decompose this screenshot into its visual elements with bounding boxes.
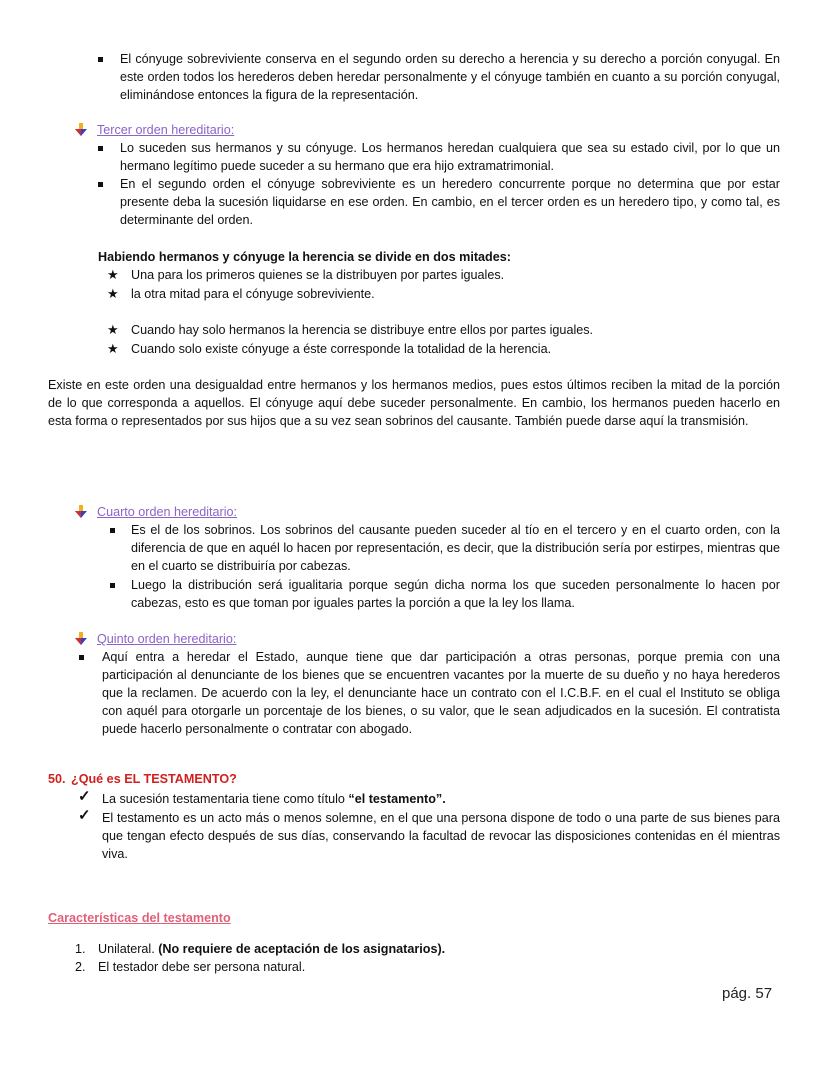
star-item: la otra mitad para el cónyuge sobreviviente. (131, 287, 375, 301)
bullet-square (98, 57, 103, 62)
tercer-paragraph: Existe en este orden una desigualdad entre hermanos y los hermanos medios, pues estos últimos reciben la mitad de la porción de lo que corresponda a aquellos. El cónyuge aquí debe suceder personalmente. En cambio, los hermanos pueden hacerlo en esta forma o representados por sus hijos que a su vez sean sobrinos del causante. También puede darse aquí la transmisión. (48, 378, 780, 428)
bullet-square (98, 182, 103, 187)
item-text: Unilateral. (98, 942, 159, 956)
star-bullet-icon: ★ (107, 286, 119, 301)
star-bullet-icon: ★ (107, 267, 119, 282)
arrow-down-icon (74, 123, 88, 137)
star-item: Cuando solo existe cónyuge a éste corresponde la totalidad de la herencia. (131, 342, 552, 356)
cuarto-bullet-1: Es el de los sobrinos. Los sobrinos del causante pueden suceder al tío en el tercero y en el cuarto orden, con la diferencia de que en aquél lo hacen por representación, es decir, que la distribución sería por estirpes, mientras que en el cuarto se distribuiría por cabezas. (131, 523, 780, 573)
tercer-bullet-1: Lo suceden sus hermanos y su cónyuge. Los hermanos heredan cualquiera que sea su estado civil, por lo que un hermano legítimo puede suceder a su hermano que era hijo extramatrimonial. (120, 141, 780, 173)
check1-text: La sucesión testamentaria tiene como título (102, 792, 349, 806)
quinto-orden-heading[interactable]: Quinto orden hereditario: (97, 632, 237, 646)
list-number: 2. (75, 960, 86, 974)
testamento-check-2: El testamento es un acto más o menos solemne, en el que una persona dispone de todo o una parte de sus bienes para que tengan efecto después de sus días, conservando la facultad de revocar las disposiciones contenidas en él mientras viva. (102, 811, 780, 861)
star-bullet-icon: ★ (107, 322, 119, 337)
bullet-square (98, 146, 103, 151)
arrow-down-icon (74, 505, 88, 519)
question-title: ¿Qué es EL TESTAMENTO? (71, 772, 237, 786)
cuarto-orden-heading[interactable]: Cuarto orden hereditario: (97, 505, 238, 519)
caracteristica-item-1 (98, 940, 778, 958)
star-bullet-icon: ★ (107, 341, 119, 356)
intro-bullet-text: El cónyuge sobreviviente conserva en el segundo orden su derecho a herencia y su derecho a porción conyugal. En este orden todos los herederos deben heredar personalmente y el cónyuge también en cuanto a su porción conyugal, eliminándose entonces la figura de la representación. (120, 52, 780, 102)
tercer-subheading: Habiendo hermanos y cónyuge la herencia se divide en dos mitades: (98, 250, 511, 264)
question-number: 50. (48, 772, 66, 786)
bullet-square (79, 655, 84, 660)
testamento-check-1 (102, 790, 780, 808)
item-bold: (No requiere de aceptación de los asignatarios). (158, 942, 446, 956)
caracteristica-item-2: El testador debe ser persona natural. (98, 960, 306, 974)
check-icon: ✓ (78, 788, 91, 805)
check1-bold: “el testamento”. (348, 792, 446, 806)
bullet-square (110, 528, 115, 533)
caracteristicas-heading[interactable]: Características del testamento (48, 911, 231, 925)
star-item: Una para los primeros quienes se la distribuyen por partes iguales. (131, 268, 505, 282)
star-item: Cuando hay solo hermanos la herencia se distribuye entre ellos por partes iguales. (131, 323, 594, 337)
bullet-square (110, 583, 115, 588)
tercer-orden-heading[interactable]: Tercer orden hereditario: (97, 123, 235, 137)
page-number: pág. 57 (722, 985, 773, 1002)
quinto-bullet: Aquí entra a heredar el Estado, aunque tiene que dar participación a otras personas, porque premia con una participación al denunciante de los bienes que se encuentren vacantes por la muerte de su dueño y no haya herederos que la reclamen. De acuerdo con la ley, el denunciante hace un contrato con el I.C.B.F. en el cual el Instituto se obliga con aquél para otorgarle un porcentaje de los bienes, o su valor, que le sean adjudicados en la sucesión. El contratista puede hacerlo personalmente o contratar con abogado. (102, 650, 780, 736)
tercer-bullet-2: En el segundo orden el cónyuge sobreviviente es un heredero concurrente porque no determina que por estar presente deba la sucesión liquidarse en ese orden. En cambio, en el tercer orden es un heredero tipo, y como tal, es determinante del orden. (120, 177, 780, 227)
check-icon: ✓ (78, 807, 91, 824)
list-number: 1. (75, 942, 86, 956)
cuarto-bullet-2: Luego la distribución será igualitaria porque según dicha norma los que suceden personalmente lo hacen por cabezas, esto es que toman por iguales partes la porción a que la ley los llama. (131, 578, 780, 610)
arrow-down-icon (74, 632, 88, 646)
